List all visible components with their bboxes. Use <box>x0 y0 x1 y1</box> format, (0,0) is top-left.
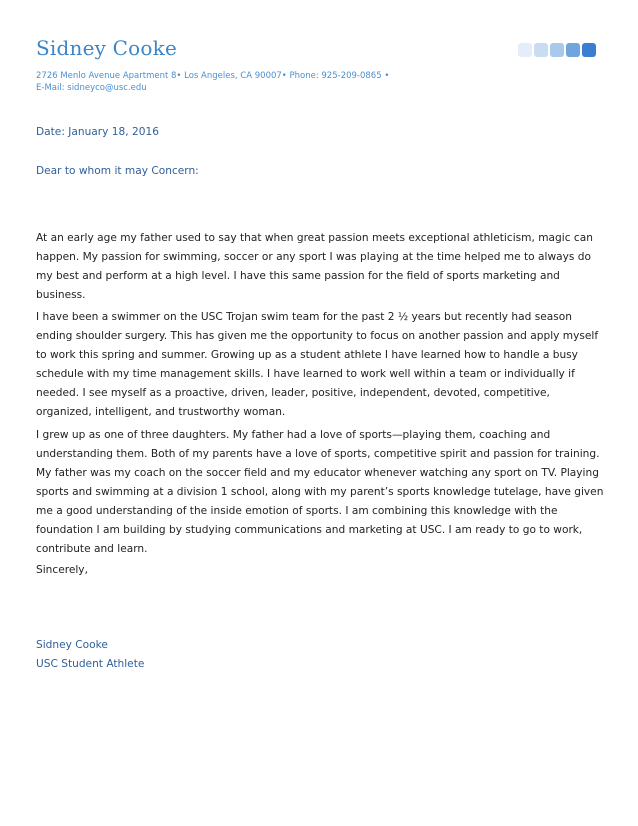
decorative-squares <box>518 43 596 57</box>
sender-name: Sidney Cooke <box>36 36 178 60</box>
body-paragraph: I have been a swimmer on the USC Trojan swim team for the past 2 ½ years but recently had season ending shoulder surgery. This has given me the opportunity to focus on another passion and apply myself to work this spring and summer. Growing up as a student athlete I have learned how to handle a busy schedule with my time management skills. I have learned to work well within a team or individually if needed. I see myself as a proactive, driven, leader, positive, independent, devoted, competitive, organized, intelligent, and trustworthy woman. <box>36 311 599 418</box>
letter-date: Date: January 18, 2016 <box>36 126 159 138</box>
address-line: 2726 Menlo Avenue Apartment 8• Los Angeles, CA 90007• Phone: 925-209-0865 • <box>36 71 390 81</box>
signature-block <box>36 636 604 674</box>
contact-info <box>36 70 389 94</box>
body-paragraph: At an early age my father used to say that when great passion meets exceptional athleticism, magic can happen. My passion for swimming, soccer or any sport I was playing at the time helped me to always do my best and perform at a high level. I have this same passion for the field of sports marketing and business. <box>36 232 593 301</box>
email-line: E-Mail: sidneyco@usc.edu <box>36 83 147 93</box>
salutation: Dear to whom it may Concern: <box>36 165 199 177</box>
signature-title: USC Student Athlete <box>36 658 145 670</box>
decorative-square <box>582 43 596 57</box>
body-paragraph: I grew up as one of three daughters. My father had a love of sports—playing them, coaching and understanding them. Both of my parents have a love of sports, competitive spirit and passion for training. My father was my coach on the soccer field and my educator whenever watching any sport on TV. Playing sports and swimming at a division 1 school, along with my parent’s sports knowledge tutelage, have given me a good understanding of the inside emotion of sports. I am combining this knowledge with the foundation I am building by studying communications and marketing at USC. I am ready to go to work, contribute and learn. <box>36 429 604 555</box>
decorative-square <box>550 43 564 57</box>
decorative-square <box>534 43 548 57</box>
decorative-square <box>566 43 580 57</box>
signature-name: Sidney Cooke <box>36 639 108 651</box>
decorative-square <box>518 43 532 57</box>
closing: Sincerely, <box>36 564 88 576</box>
